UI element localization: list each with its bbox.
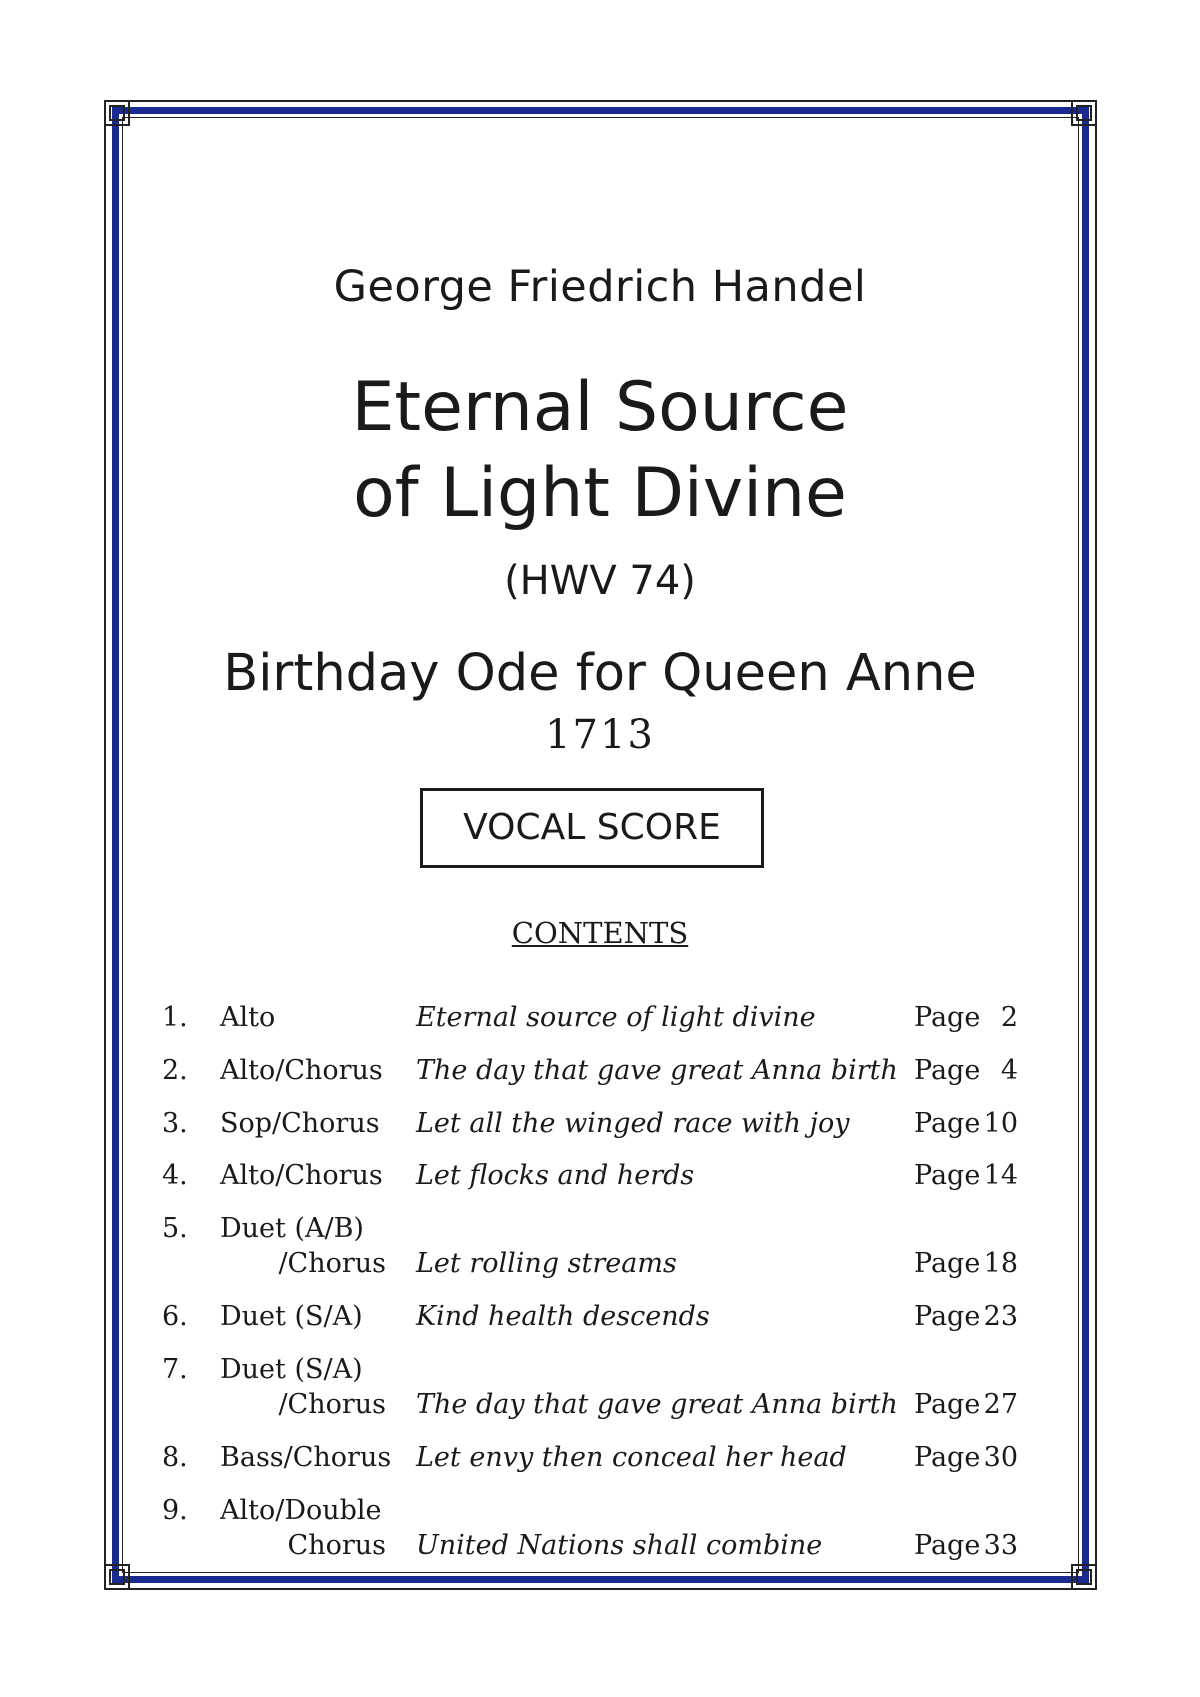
corner-ornament-bottom-left: [104, 1564, 130, 1590]
contents-item-number: 5.: [162, 1213, 188, 1244]
work-title-line-1: Eternal Source: [351, 368, 849, 447]
contents-item-voice: Duet (S/A): [220, 1354, 363, 1385]
contents-item-page-number: 14: [983, 1160, 1018, 1191]
contents-item-voice: Alto/Chorus: [220, 1055, 383, 1086]
contents-item-number: 6.: [162, 1301, 188, 1332]
contents-item-page-label: Page: [914, 1108, 981, 1139]
corner-ornament-top-left: [104, 100, 130, 126]
contents-item-page-number: 4: [1000, 1055, 1018, 1086]
work-title-line-2: of Light Divine: [353, 454, 847, 533]
contents-item-number: 4.: [162, 1160, 188, 1191]
corner-ornament-top-right: [1071, 100, 1097, 126]
contents-item-title: Let rolling streams: [416, 1248, 677, 1279]
contents-item-page-number: 27: [983, 1389, 1018, 1420]
contents-item-voice: Alto/Double: [220, 1495, 382, 1526]
contents-item-number: 8.: [162, 1442, 188, 1473]
catalog-number: (HWV 74): [504, 558, 696, 604]
work-title: [0, 365, 1200, 537]
contents-item-voice-continued: Chorus: [287, 1530, 386, 1561]
contents-item-voice-continued: /Chorus: [278, 1389, 386, 1420]
contents-item-voice: Sop/Chorus: [220, 1108, 380, 1139]
contents-item-page-number: 23: [983, 1301, 1018, 1332]
contents-item-page-number: 18: [983, 1248, 1018, 1279]
contents-item-title: Kind health descends: [416, 1301, 710, 1332]
contents-item-number: 1.: [162, 1002, 188, 1033]
contents-item-voice: Alto/Chorus: [220, 1160, 383, 1191]
contents-item-page-label: Page: [914, 1248, 981, 1279]
contents-heading: CONTENTS: [511, 916, 689, 950]
contents-item-page-label: Page: [914, 1530, 981, 1561]
contents-item-number: 2.: [162, 1055, 188, 1086]
contents-item-page-label: Page: [914, 1002, 981, 1033]
contents-item-page-label: Page: [914, 1055, 981, 1086]
contents-item-number: 9.: [162, 1495, 188, 1526]
contents-item-title: The day that gave great Anna birth: [416, 1055, 898, 1086]
contents-item-title: Eternal source of light divine: [416, 1002, 816, 1033]
corner-ornament-bottom-right: [1071, 1564, 1097, 1590]
contents-item-page-label: Page: [914, 1160, 981, 1191]
contents-item-title: Let flocks and herds: [416, 1160, 695, 1191]
year: 1713: [545, 712, 655, 758]
contents-item-title: The day that gave great Anna birth: [416, 1389, 898, 1420]
contents-item-title: United Nations shall combine: [416, 1530, 823, 1561]
contents-item-page-label: Page: [914, 1301, 981, 1332]
contents-item-page-label: Page: [914, 1389, 981, 1420]
contents-item-page-number: 33: [983, 1530, 1018, 1561]
contents-item-voice: Alto: [220, 1002, 276, 1033]
contents-item-page-label: Page: [914, 1442, 981, 1473]
contents-item-title: Let all the winged race with joy: [416, 1108, 850, 1139]
contents-item-voice: Duet (S/A): [220, 1301, 363, 1332]
contents-item-page-number: 10: [983, 1108, 1018, 1139]
contents-item-voice: Duet (A/B): [220, 1213, 364, 1244]
contents-item-number: 3.: [162, 1108, 188, 1139]
contents-item-page-number: 2: [1000, 1002, 1018, 1033]
contents-item-number: 7.: [162, 1354, 188, 1385]
contents-item-voice-continued: /Chorus: [278, 1248, 386, 1279]
contents-item-page-number: 30: [983, 1442, 1018, 1473]
subtitle: Birthday Ode for Queen Anne: [223, 644, 977, 703]
composer-name: George Friedrich Handel: [333, 262, 867, 312]
score-type-box: VOCAL SCORE: [420, 788, 764, 868]
contents-item-voice: Bass/Chorus: [220, 1442, 392, 1473]
contents-item-title: Let envy then conceal her head: [416, 1442, 847, 1473]
